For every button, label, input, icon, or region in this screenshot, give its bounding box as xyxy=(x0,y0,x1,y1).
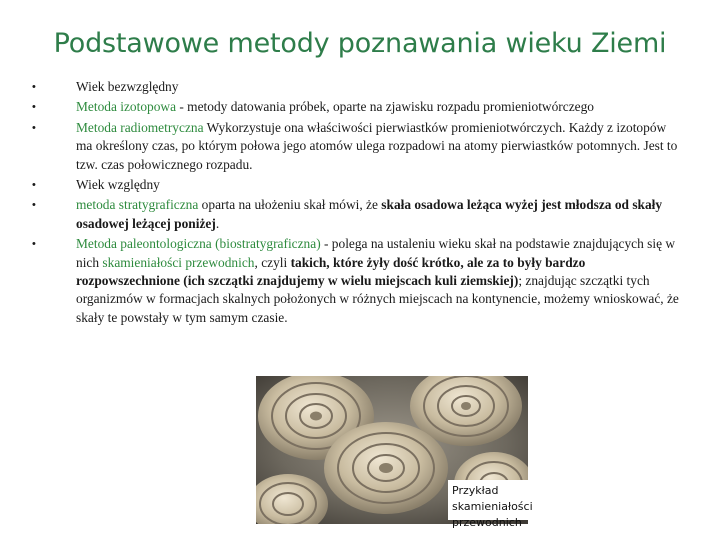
bullet-text-segment: ; znajdując szczątki tych organizmów w formacjach skalnych położonych w różnych miejscach na kontynencie, możemy wnioskować, że skały te powstały w tym samym czasie. xyxy=(76,273,679,325)
bullet-item xyxy=(32,98,682,116)
bullet-marker: • xyxy=(32,101,36,114)
bullet-text-segment: Metoda paleontologiczna (biostratygraficzna) xyxy=(76,236,321,252)
bullet-item xyxy=(32,119,682,174)
bullet-text-segment: takich, które żyły dość krótko, ale za to były bardzo rozpowszechnione (ich szczątki znajdujemy w wielu miejscach kuli ziemskiej) xyxy=(76,254,586,289)
bullet-item xyxy=(32,176,682,194)
bullet-item xyxy=(32,78,682,96)
image-caption xyxy=(448,480,578,529)
bullet-marker: • xyxy=(32,179,36,192)
bullet-text-segment: - metody datowania próbek, oparte na zjawisku rozpadu promieniotwórczego xyxy=(176,99,594,115)
caption-line-1: Przykład skamieniałości xyxy=(452,484,533,513)
bullet-text-segment: - polega na ustaleniu wieku skał na podstawie znajdujących się w nich xyxy=(76,236,676,270)
ammonite-3 xyxy=(324,422,448,514)
bullet-text-segment: skamieniałości przewodnich xyxy=(102,254,255,270)
bullet-text-segment: Wiek bezwzględny xyxy=(76,79,179,94)
bullet-text-segment: , czyli xyxy=(254,254,291,270)
bullet-list xyxy=(32,78,682,329)
bullet-text-segment: skała osadowa leżąca wyżej jest młodsza od skały osadowej leżącej poniżej xyxy=(76,197,663,231)
bullet-marker: • xyxy=(32,81,36,93)
bullet-text-segment: oparta na ułożeniu skał mówi, że xyxy=(198,197,382,213)
bullet-item xyxy=(32,235,682,327)
bullet-text-segment: Metoda izotopowa xyxy=(76,99,177,115)
bullet-marker: • xyxy=(32,238,36,251)
bullet-text-segment: Metoda radiometryczna xyxy=(76,119,204,135)
bullet-marker: • xyxy=(32,121,36,134)
bullet-text-segment: Wiek względny xyxy=(76,177,160,193)
bullet-text-segment: metoda stratygraficzna xyxy=(76,197,199,213)
bullet-text-segment: Wykorzystuje ona właściwości pierwiastków promieniotwórczych. Każdy z izotopów ma określony czas, po którym połowa jego atomów ulega rozpadowi na atomy pierwiastków potomnych. Jest to tzw. czas połowicznego rozpadu. xyxy=(76,119,678,172)
bullet-marker: • xyxy=(32,199,36,212)
caption-line-2: przewodnich xyxy=(452,516,522,529)
slide-title: Podstawowe metody poznawania wieku Ziemi xyxy=(53,28,667,59)
bullet-text-segment: . xyxy=(215,215,220,231)
bullet-item xyxy=(32,196,682,233)
